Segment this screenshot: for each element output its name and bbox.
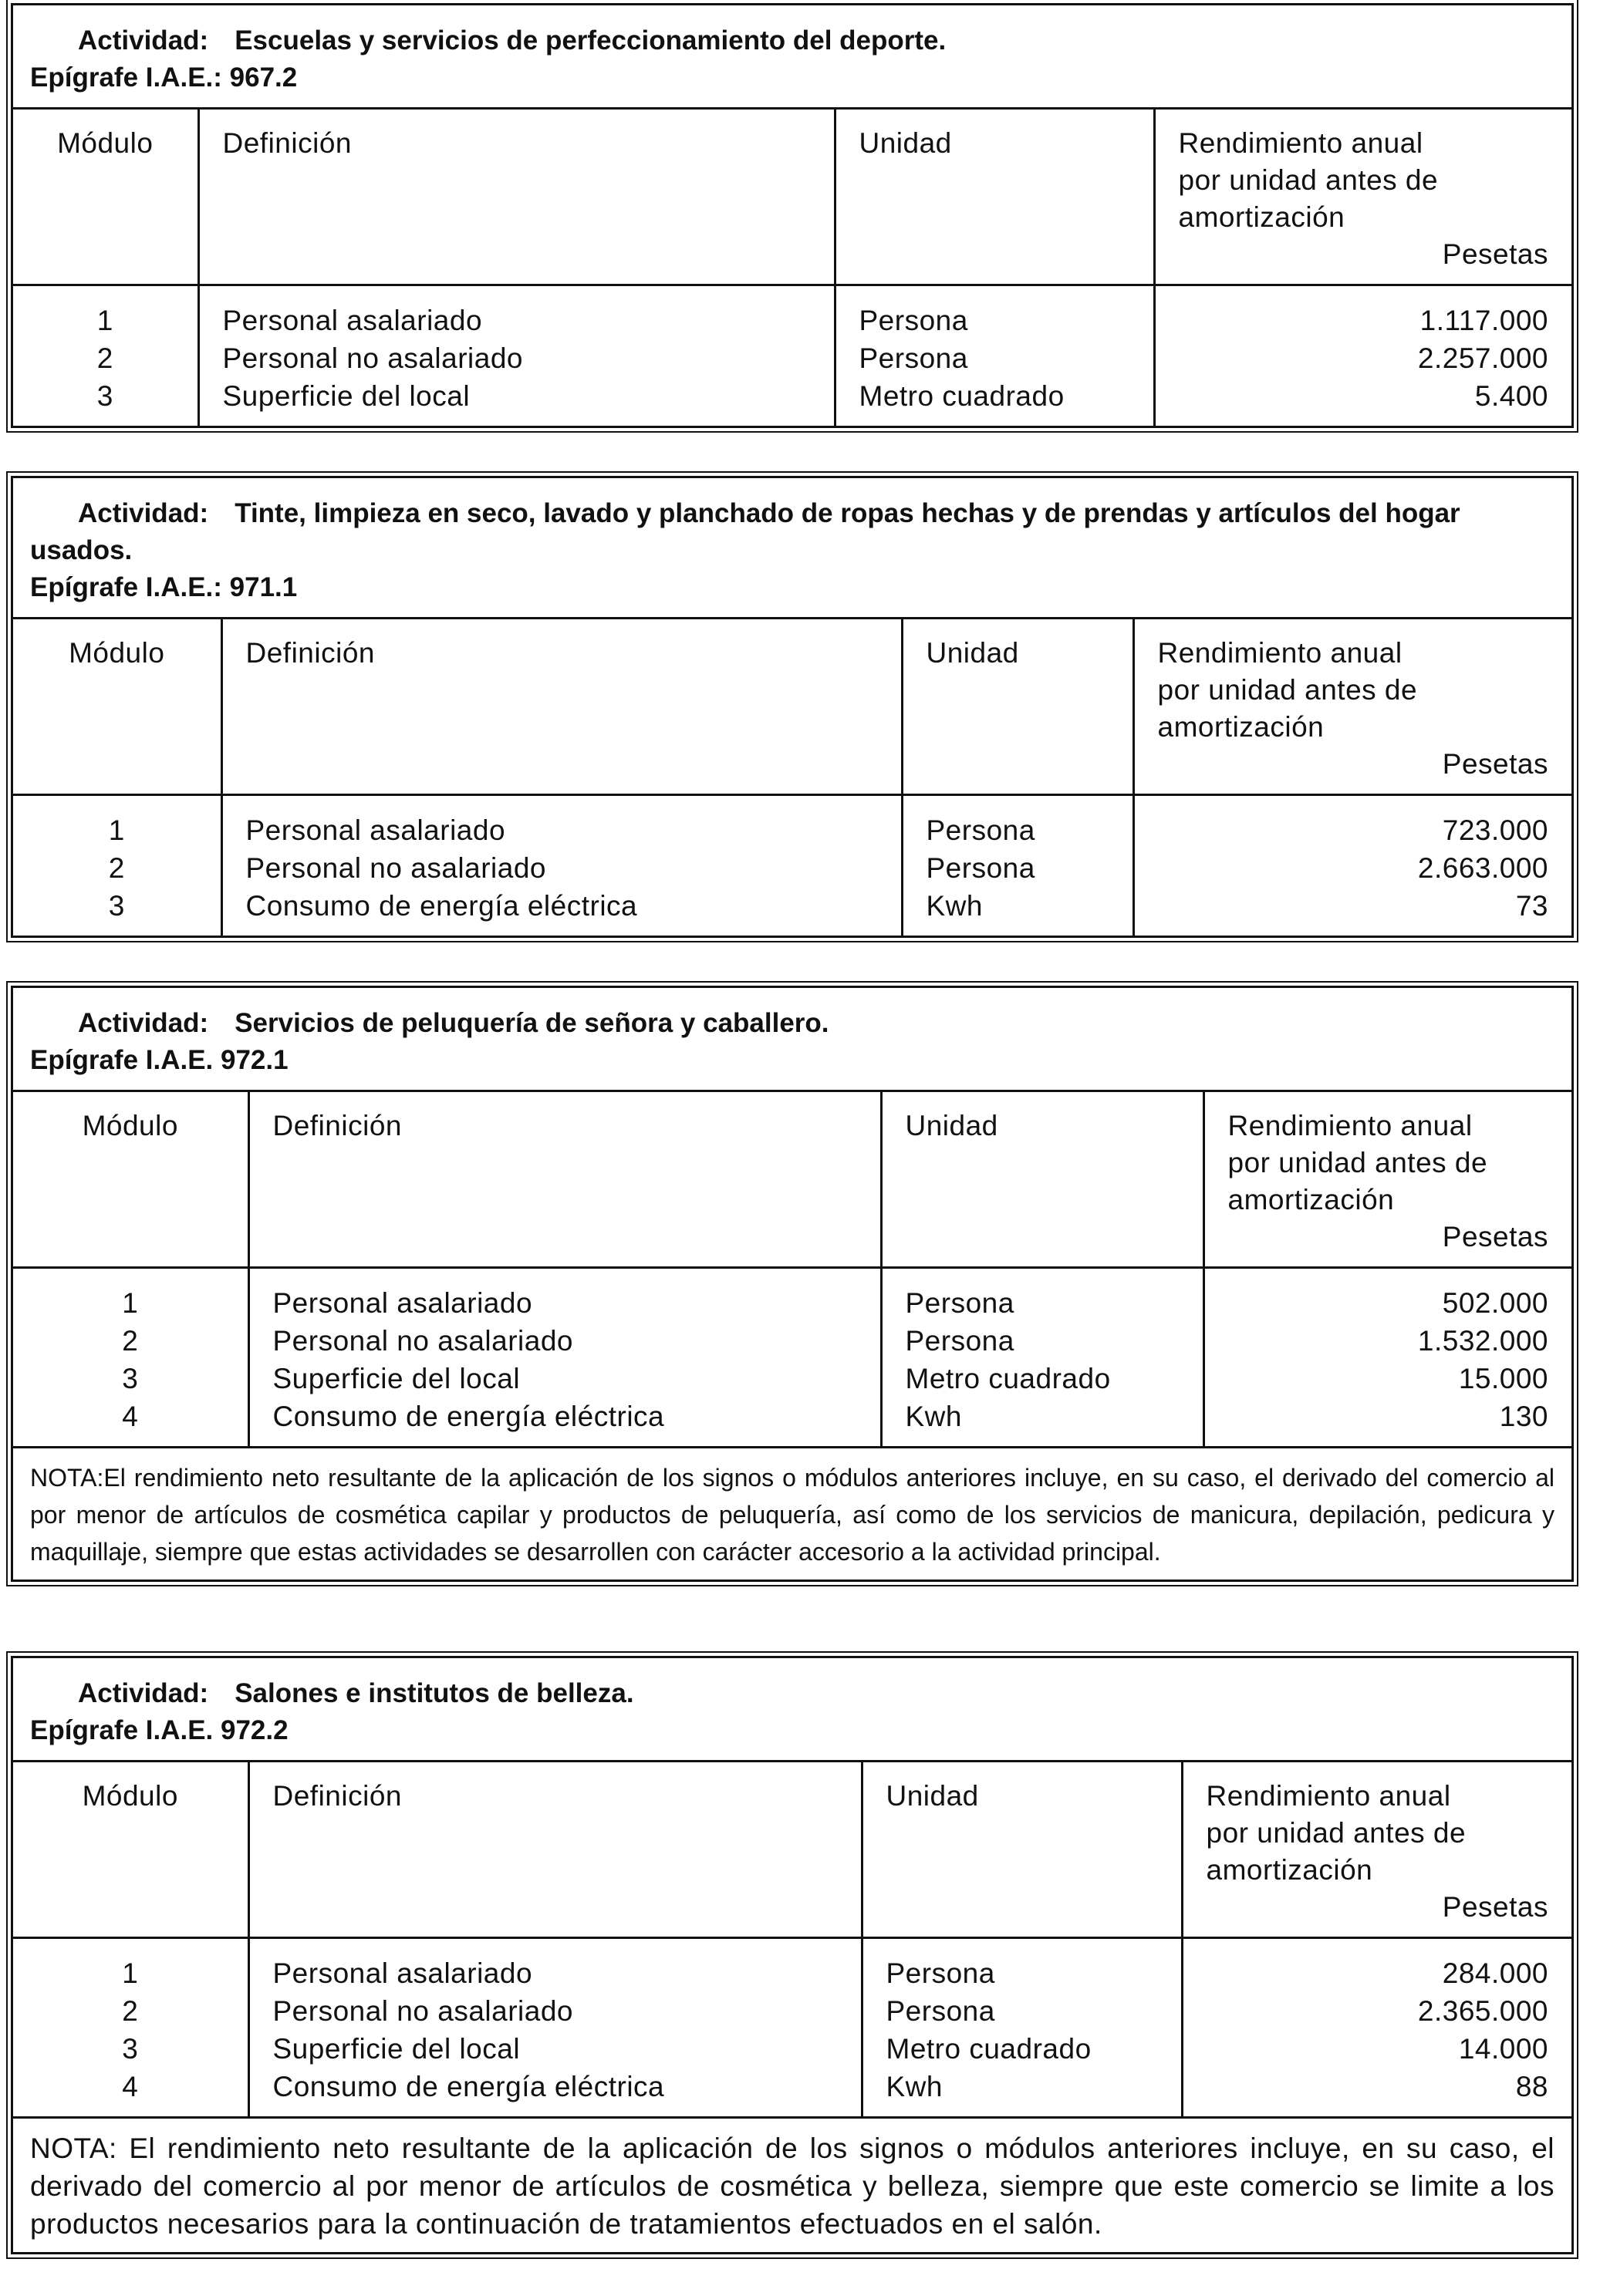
- epigrafe: Epígrafe I.A.E.: 967.2: [30, 62, 298, 93]
- section-header: [13, 988, 1571, 1092]
- table-row: 3 Superficie del local Metro cuadrado 14.000: [13, 2030, 1571, 2068]
- module-table-972-1: [11, 986, 1574, 1582]
- table-row: 4 Consumo de energía eléctrica Kwh 88: [13, 2068, 1571, 2116]
- col-header-unidad: Unidad: [902, 619, 1133, 795]
- epigrafe: Epígrafe I.A.E. 972.2: [30, 1715, 289, 1745]
- nota-text: NOTA:El rendimiento neto resultante de la aplicación de los signos o módulos anteriores incluye, en su caso, el derivado del comercio al por menor de artículos de cosmética capilar y productos de peluquería, así como de los servicios de manicura, depilación, pedicura y maquillaje, siempre que estas actividades se desarrollen con carácter accesorio a la actividad principal.: [13, 1446, 1571, 1580]
- table-row: 3 Superficie del local Metro cuadrado 5.400: [13, 377, 1571, 426]
- col-header-definicion: Definición: [198, 110, 835, 285]
- module-table-972-2: [11, 1656, 1574, 2254]
- actividad-label: Actividad:: [78, 1008, 209, 1038]
- actividad-text: Servicios de peluquería de señora y caballero.: [235, 1008, 829, 1038]
- table-row: 3 Superficie del local Metro cuadrado 15.000: [13, 1360, 1571, 1397]
- table-row: 1 Personal asalariado Persona 502.000: [13, 1268, 1571, 1323]
- table-header-row: [13, 1762, 1571, 1938]
- actividad-line: [30, 495, 1548, 569]
- table-row: 1 Personal asalariado Persona 284.000: [13, 1938, 1571, 1993]
- epigrafe: Epígrafe I.A.E. 972.1: [30, 1045, 289, 1075]
- col-header-rendimiento: Rendimiento anual por unidad antes de amortización Pesetas: [1203, 1092, 1571, 1268]
- table-row: 3 Consumo de energía eléctrica Kwh 73: [13, 887, 1571, 936]
- col-header-rendimiento: Rendimiento anual por unidad antes de amortización Pesetas: [1133, 619, 1571, 795]
- table-row: 1 Personal asalariado Persona 723.000: [13, 795, 1571, 850]
- col-header-modulo: Módulo: [13, 619, 221, 795]
- section-header: [13, 1658, 1571, 1762]
- actividad-label: Actividad:: [78, 498, 209, 528]
- table-header-row: [13, 110, 1571, 285]
- actividad-label: Actividad:: [78, 1678, 209, 1708]
- table-row: 2 Personal no asalariado Persona 1.532.000: [13, 1322, 1571, 1360]
- col-header-definicion: Definición: [248, 1762, 862, 1938]
- table-row: 2 Personal no asalariado Persona 2.257.000: [13, 339, 1571, 377]
- pesetas-unit: Pesetas: [1442, 1891, 1548, 1923]
- nota-text: NOTA: El rendimiento neto resultante de la aplicación de los signos o módulos anteriores incluye, en su caso, el derivado del comercio al por menor de artículos de cosmética y belleza, siempre que este comercio se limite a los productos necesarios para la continuación de tratamientos efectuados en el salón.: [13, 2116, 1571, 2252]
- pesetas-unit: Pesetas: [1442, 238, 1548, 270]
- section-header: [13, 478, 1571, 619]
- col-header-modulo: Módulo: [13, 110, 198, 285]
- table-header-row: [13, 1092, 1571, 1268]
- actividad-text: Salones e institutos de belleza.: [235, 1678, 634, 1708]
- col-header-rendimiento: Rendimiento anual por unidad antes de amortización Pesetas: [1182, 1762, 1571, 1938]
- col-header-definicion: Definición: [221, 619, 902, 795]
- module-table-967-2: [11, 3, 1574, 428]
- module-table-971-1: [11, 476, 1574, 938]
- actividad-label: Actividad:: [78, 25, 209, 56]
- col-header-unidad: Unidad: [835, 110, 1154, 285]
- section-header: [13, 5, 1571, 110]
- col-header-modulo: Módulo: [13, 1092, 248, 1268]
- table-header-row: [13, 619, 1571, 795]
- pesetas-unit: Pesetas: [1442, 1221, 1548, 1253]
- actividad-line: [30, 1675, 1548, 1712]
- actividad-text: Escuelas y servicios de perfeccionamiento del deporte.: [235, 25, 947, 56]
- actividad-line: [30, 1005, 1548, 1042]
- modules-table: [13, 110, 1571, 426]
- actividad-line: [30, 22, 1548, 59]
- col-header-definicion: Definición: [248, 1092, 881, 1268]
- col-header-rendimiento: Rendimiento anual por unidad antes de amortización Pesetas: [1154, 110, 1571, 285]
- col-header-modulo: Módulo: [13, 1762, 248, 1938]
- modules-table: [13, 1092, 1571, 1446]
- col-header-unidad: Unidad: [881, 1092, 1203, 1268]
- pesetas-unit: Pesetas: [1442, 748, 1548, 780]
- table-row: 4 Consumo de energía eléctrica Kwh 130: [13, 1397, 1571, 1446]
- modules-table: [13, 619, 1571, 936]
- table-row: 2 Personal no asalariado Persona 2.365.000: [13, 1992, 1571, 2030]
- table-row: 1 Personal asalariado Persona 1.117.000: [13, 285, 1571, 340]
- table-row: 2 Personal no asalariado Persona 2.663.000: [13, 849, 1571, 887]
- modules-table: [13, 1762, 1571, 2116]
- col-header-unidad: Unidad: [862, 1762, 1182, 1938]
- actividad-text: Tinte, limpieza en seco, lavado y planchado de ropas hechas y de prendas y artículos del hogar usados.: [30, 498, 1460, 565]
- epigrafe: Epígrafe I.A.E.: 971.1: [30, 572, 298, 602]
